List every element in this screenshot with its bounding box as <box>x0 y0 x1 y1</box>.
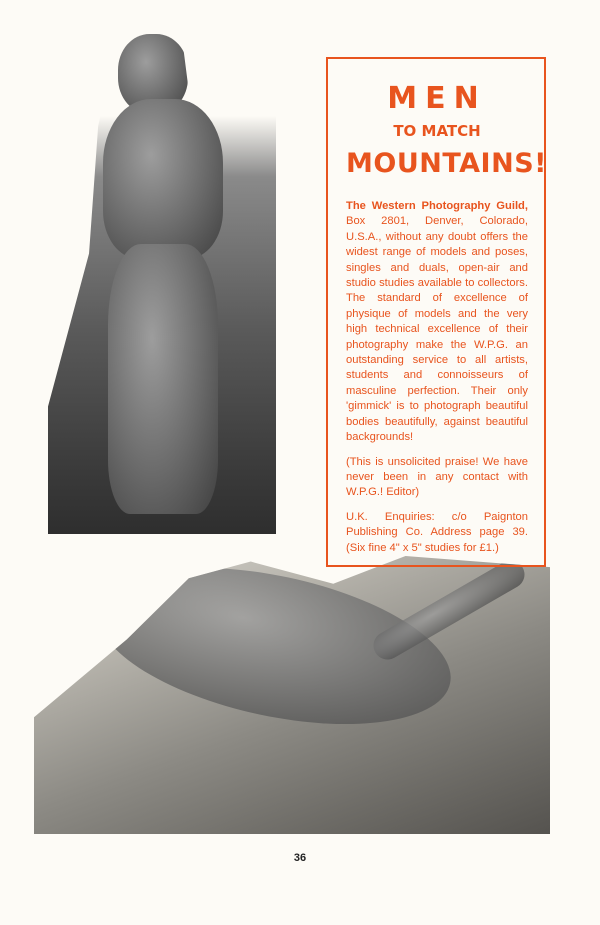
figure-torso <box>103 99 223 259</box>
figure-body <box>83 556 464 752</box>
photo-reclining-model <box>34 556 550 834</box>
ad-main-text: Box 2801, Denver, Colorado, U.S.A., without any doubt offers the widest range of models and poses, singles and duals, open-air and studio studies available to collectors. The standard of excellence of physique of models and the very high technical excellence of their photography make the W.P.G. an outstanding service to all artists, students and connoisseurs of masculine perfection. Their only 'gimmick' is to photograph beautiful bodies beautifully, against beautiful backgrounds! <box>346 215 528 444</box>
ad-body-text <box>346 199 528 446</box>
advertisement-box <box>326 57 546 567</box>
page-number: 36 <box>293 852 307 864</box>
headline-to-match: TO MATCH <box>393 122 481 140</box>
figure-legs <box>108 244 218 514</box>
uk-enquiries: U.K. Enquiries: c/o Paignton Publishing Co. Address page 39. (Six fine 4" x 5" studies for £1.) <box>346 510 528 554</box>
headline-mountains: MOUNTAINS! <box>346 148 547 179</box>
headline-men: MEN <box>387 81 487 116</box>
guild-name: The Western Photography Guild, <box>346 200 528 212</box>
figure-arm <box>368 556 529 665</box>
praise-note: (This is unsolicited praise! We have never been in any contact with W.P.G.! Editor) <box>346 455 528 499</box>
photo-standing-model <box>48 24 276 534</box>
